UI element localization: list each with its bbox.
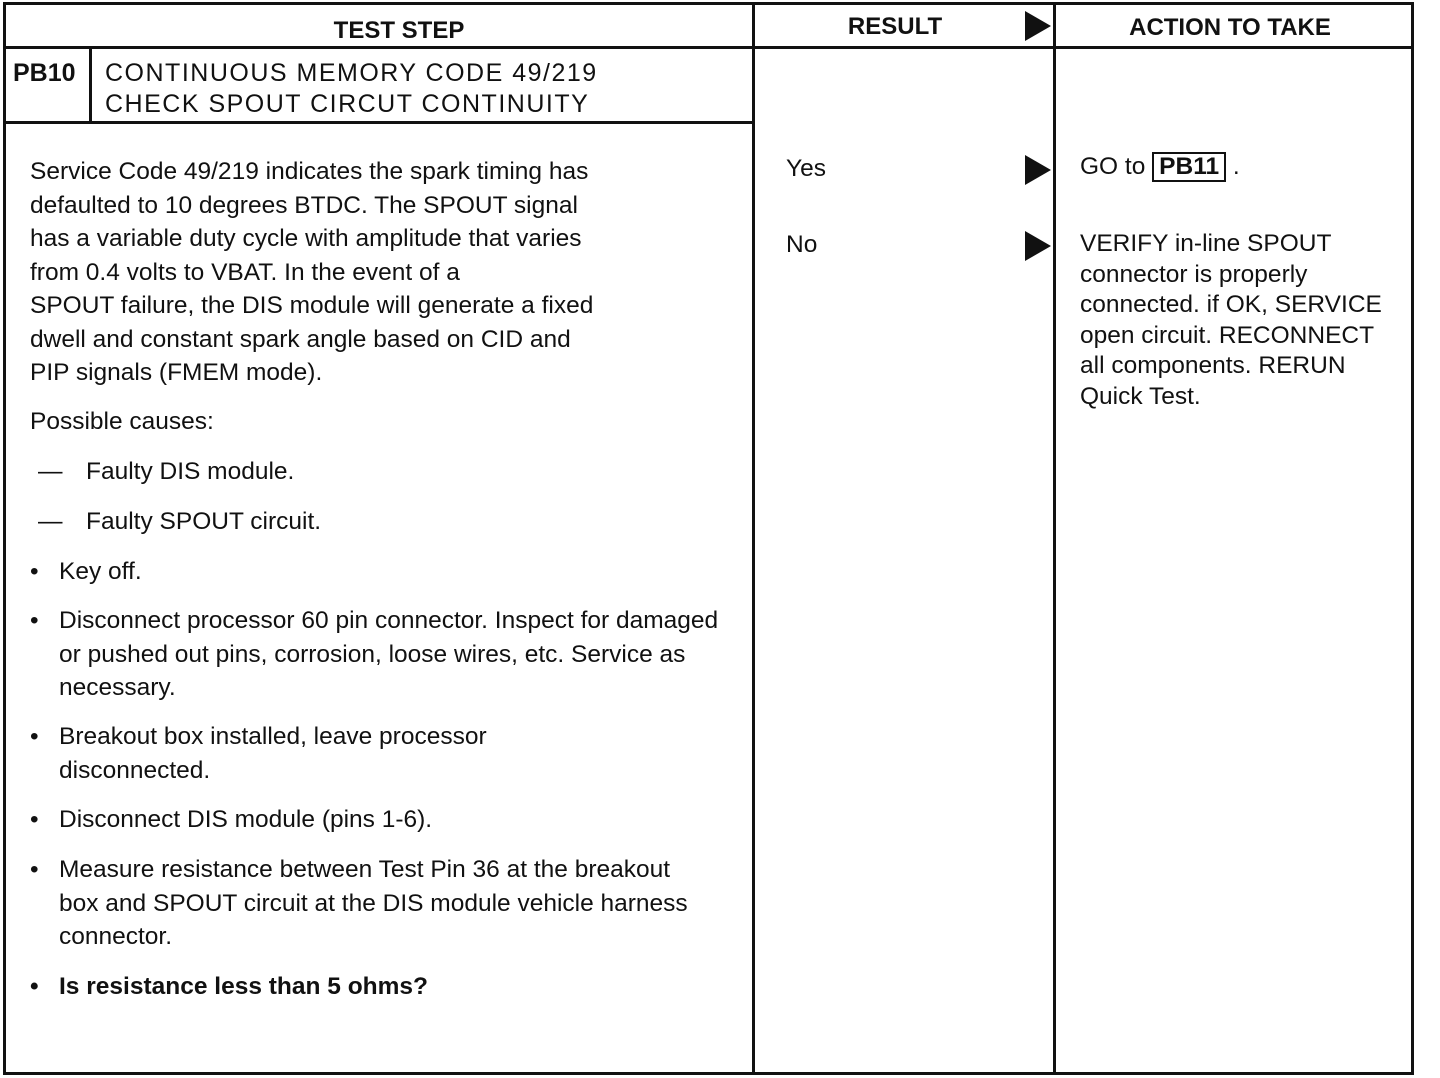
description <box>30 155 750 390</box>
cause-item <box>38 455 294 489</box>
result-yes: Yes <box>786 155 826 182</box>
action-yes-prefix: GO to <box>1080 153 1146 180</box>
header-arrow-icon <box>1025 11 1051 41</box>
description-line: dwell and constant spark angle based on CID and <box>30 325 571 353</box>
action-yes-suffix: . <box>1232 153 1240 180</box>
header-action: ACTION TO TAKE <box>1129 14 1331 41</box>
result-yes-arrow-icon <box>1025 155 1051 185</box>
bullet-icon: • <box>30 856 39 883</box>
procedure-step <box>30 604 720 705</box>
step-title-underline <box>3 121 754 124</box>
procedure-question <box>30 970 720 1004</box>
procedure-question-text: Is resistance less than 5 ohms? <box>59 973 429 1000</box>
step-reference-pb11: PB11 <box>1152 152 1226 182</box>
description-line: has a variable duty cycle with amplitude that varies <box>30 225 582 252</box>
step-title <box>105 58 598 120</box>
procedure-step <box>30 555 720 589</box>
description-line: from 0.4 volts to VBAT. In the event of a <box>30 258 460 286</box>
bullet-icon: • <box>30 973 39 1000</box>
step-title-line-2: CHECK SPOUT CIRCUT CONTINUITY <box>105 90 590 118</box>
bullet-icon: • <box>30 607 39 634</box>
bullet-icon: • <box>30 806 39 833</box>
cause-text: Faulty SPOUT circuit. <box>86 508 322 535</box>
bullet-icon: • <box>30 558 39 585</box>
step-id: PB10 <box>13 59 76 87</box>
column-divider-2 <box>1053 2 1056 1075</box>
procedure-step <box>30 720 620 787</box>
header-test-step: TEST STEP <box>333 17 465 44</box>
result-no-arrow-icon <box>1025 231 1051 261</box>
cause-item <box>38 505 321 539</box>
procedure-step-text: Key off. <box>59 558 142 585</box>
bullet-icon: • <box>30 723 39 750</box>
dash-mark: — <box>38 508 63 535</box>
action-yes <box>1080 152 1400 183</box>
description-line: defaulted to 10 degrees BTDC. The SPOUT signal <box>30 191 578 219</box>
description-line: PIP signals (FMEM mode). <box>30 359 323 386</box>
procedure-step-text: Disconnect DIS module (pins 1-6). <box>59 806 433 833</box>
dash-mark: — <box>38 458 63 485</box>
step-id-divider <box>89 46 92 123</box>
cause-text: Faulty DIS module. <box>86 458 295 485</box>
action-no: VERIFY in-line SPOUT connector is properly connected. if OK, SERVICE open circuit. RECONNECT all components. RERUN Quick Test. <box>1080 230 1382 410</box>
header-divider <box>3 46 1414 49</box>
result-no: No <box>786 231 818 258</box>
step-title-line-1: CONTINUOUS MEMORY CODE 49/219 <box>105 59 598 87</box>
description-line: Service Code 49/219 indicates the spark timing has <box>30 158 589 185</box>
procedure-step-text: Measure resistance between Test Pin 36 at the breakout box and SPOUT circuit at the DIS module vehicle harness connector. <box>59 856 688 950</box>
possible-causes-label: Possible causes: <box>30 408 214 435</box>
column-divider-1 <box>752 2 755 1075</box>
description-line: SPOUT failure, the DIS module will generate a fixed <box>30 292 594 319</box>
header-result: RESULT <box>847 13 943 40</box>
procedure-step-text: Breakout box installed, leave processor disconnected. <box>59 723 487 784</box>
procedure-step-text: Disconnect processor 60 pin connector. Inspect for damaged or pushed out pins, corrosion, loose wires, etc. Service as necessary. <box>59 607 719 701</box>
procedure-step <box>30 853 705 954</box>
procedure-step <box>30 803 720 837</box>
